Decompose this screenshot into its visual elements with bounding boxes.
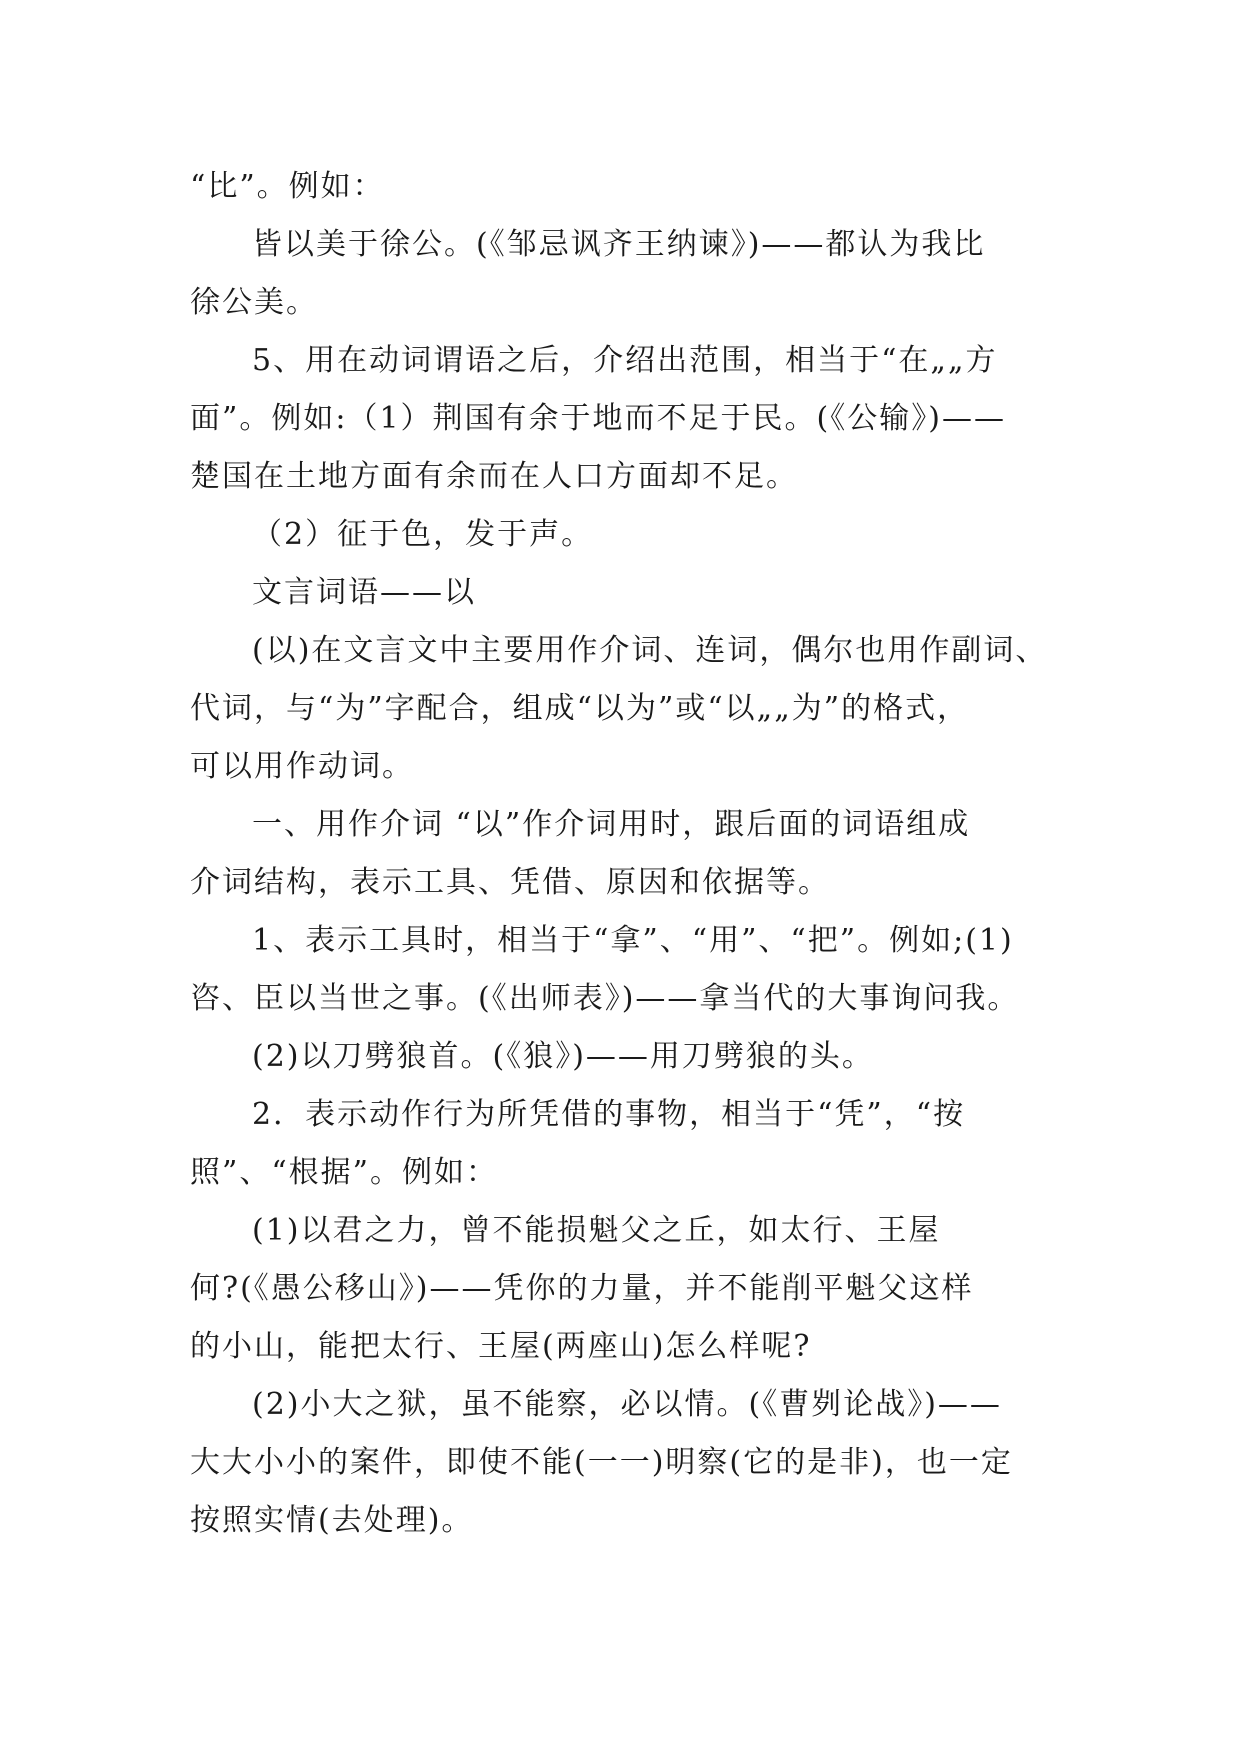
text-line: 可以用作动词。 bbox=[190, 749, 414, 784]
text-line: (1)以君之力，曾不能损魁父之丘，如太行、王屋 bbox=[252, 1213, 941, 1248]
text-line: （2）征于色，发于声。 bbox=[252, 517, 594, 552]
text-line: “比”。例如： bbox=[190, 169, 385, 204]
text-line: 何?(《愚公移山》)——凭你的力量，并不能削平魁父这样 bbox=[190, 1271, 974, 1306]
text-line: 代词，与“为”字配合，组成“以为”或“以„„为”的格式， bbox=[190, 691, 970, 726]
text-line: 一、用作介词 “以”作介词用时，跟后面的词语组成 bbox=[252, 807, 971, 842]
section-heading: 文言词语——以 bbox=[252, 575, 476, 610]
text-line: 大大小小的案件，即使不能(一一)明察(它的是非)，也一定 bbox=[190, 1445, 1013, 1480]
text-line: 按照实情(去处理)。 bbox=[190, 1503, 474, 1538]
text-line: (2)小大之狱，虽不能察，必以情。(《曹刿论战》)—— bbox=[252, 1387, 1002, 1422]
text-line: (以)在文言文中主要用作介词、连词，偶尔也用作副词、 bbox=[252, 633, 1048, 668]
text-line: 2．表示动作行为所凭借的事物，相当于“凭”，“按 bbox=[252, 1097, 966, 1132]
text-line: 徐公美。 bbox=[190, 285, 318, 320]
text-line: 咨、臣以当世之事。(《出师表》)——拿当代的大事询问我。 bbox=[190, 981, 1020, 1016]
text-line: 面”。例如:（1）荆国有余于地而不足于民。(《公输》)—— bbox=[190, 401, 1006, 436]
text-line: 照”、“根据”。例如： bbox=[190, 1155, 499, 1190]
text-line: 5、用在动词谓语之后，介绍出范围，相当于“在„„方 bbox=[252, 343, 998, 378]
text-line: 介词结构，表示工具、凭借、原因和依据等。 bbox=[190, 865, 830, 900]
text-line: 皆以美于徐公。(《邹忌讽齐王纳谏》)——都认为我比 bbox=[252, 227, 986, 262]
document-body bbox=[190, 158, 1050, 1550]
text-line: 1、表示工具时，相当于“拿”、“用”、“把”。例如;(1) bbox=[252, 923, 1014, 958]
text-line: 的小山，能把太行、王屋(两座山)怎么样呢? bbox=[190, 1329, 812, 1364]
text-line: (2)以刀劈狼首。(《狼》)——用刀劈狼的头。 bbox=[252, 1039, 874, 1074]
text-line: 楚国在土地方面有余而在人口方面却不足。 bbox=[190, 459, 798, 494]
